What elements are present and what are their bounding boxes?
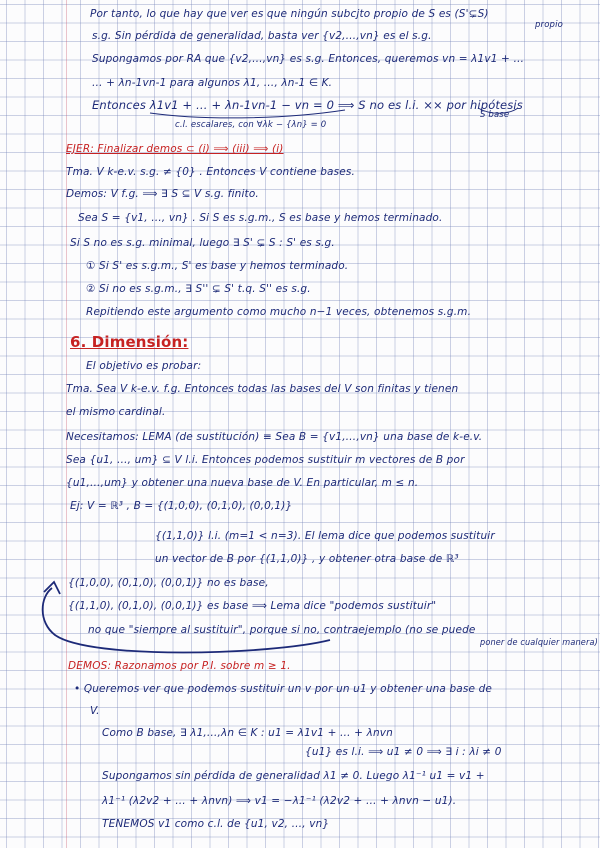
text-line-33: λ1⁻¹ (λ2v2 + … + λnvn) ⟹ v1 = −λ1⁻¹ (λ2v2 + … + λnvn − u1). bbox=[102, 795, 457, 807]
text-line-04: … + λn-1vn-1 para algunos λ1, …, λn-1 ∈ K. bbox=[92, 77, 333, 89]
text-line-10: Sea S = {v1, …, vn} . Si S es s.g.m., S es base y hemos terminado. bbox=[78, 212, 443, 224]
text-line-31: {u1} es l.i. ⟹ u1 ≠ 0 ⟹ ∃ i : λi ≠ 0 bbox=[305, 746, 502, 758]
theorem-dimension: Tma. Sea V k-e.v. f.g. Entonces todas las bases del V son finitas y tienen bbox=[66, 383, 459, 395]
text-line-15: El objetivo es probar: bbox=[86, 360, 202, 372]
text-line-22: {(1,1,0)} l.i. (m=1 < n=3). El lema dice que podemos sustituir bbox=[155, 530, 495, 542]
text-line-26: no que "siempre al sustituir", porque si no, contraejemplo (no se puede bbox=[88, 624, 476, 636]
text-line-28: • Queremos ver que podemos sustituir un v por un u1 y obtener una base de bbox=[74, 683, 493, 695]
text-line-01: Por tanto, lo que hay que ver es que ningún subcjto propio de S es (S'⊊S) bbox=[90, 8, 489, 20]
note-escalares: c.l. escalares, con ∀λk − {λn} = 0 bbox=[175, 120, 327, 130]
theorem-bases: Tma. V k-e.v. s.g. ≠ {0} . Entonces V contiene bases. bbox=[66, 166, 355, 178]
text-line-03: Supongamos por RA que {v2,…,vn} es s.g. Entonces, queremos vn = λ1v1 + … bbox=[92, 53, 525, 65]
note-s-base: S base bbox=[480, 110, 510, 120]
note-propio: propio bbox=[535, 20, 563, 30]
text-line-02: s.g. Sin pérdida de generalidad, basta ver {v2,…,vn} es el s.g. bbox=[92, 30, 432, 42]
section-title: 6. Dimensión: bbox=[70, 333, 189, 351]
exercise-line: EJER: Finalizar demos ⊂ (i) ⟹ (iii) ⟹ (i) bbox=[66, 143, 284, 155]
text-line-30: Como B base, ∃ λ1,…,λn ∈ K : u1 = λ1v1 + … + λnvn bbox=[102, 727, 393, 739]
example-line: Ej: V = ℝ³ , B = {(1,0,0), (0,1,0), (0,0,1)} bbox=[70, 500, 293, 512]
lemma-line: Necesitamos: LEMA (de sustitución) ≡ Sea B = {v1,…,vn} una base de k-e.v. bbox=[66, 431, 483, 443]
text-line-12: ① Si S' es s.g.m., S' es base y hemos terminado. bbox=[86, 260, 349, 272]
proof-line: DEMOS: Razonamos por P.I. sobre m ≥ 1. bbox=[68, 660, 291, 672]
note-cualquier-manera: poner de cualquier manera) bbox=[480, 638, 598, 648]
text-line-19: Sea {u1, …, um} ⊆ V l.i. Entonces podemos sustituir m vectores de B por bbox=[66, 454, 465, 466]
text-line-29: V. bbox=[90, 705, 100, 717]
demo-line: Demos: V f.g. ⟹ ∃ S ⊆ V s.g. finito. bbox=[66, 188, 259, 200]
text-line-05: Entonces λ1v1 + … + λn-1vn-1 − vn = 0 ⟹ S no es l.i. ⨯⨯ por hipótesis bbox=[92, 98, 523, 112]
text-line-32: Supongamos sin pérdida de generalidad λ1 ≠ 0. Luego λ1⁻¹ u1 = v1 + bbox=[102, 770, 485, 782]
text-line-24: {(1,0,0), (0,1,0), (0,0,1)} no es base, bbox=[68, 577, 269, 589]
text-line-20: {u1,…,um} y obtener una nueva base de V. En particular, m ≤ n. bbox=[66, 477, 419, 489]
text-line-13: ② Si no es s.g.m., ∃ S'' ⊊ S' t.q. S'' es s.g. bbox=[86, 283, 311, 295]
text-line-14: Repitiendo este argumento como mucho n−1 veces, obtenemos s.g.m. bbox=[86, 306, 472, 318]
text-line-25: {(1,1,0), (0,1,0), (0,0,1)} es base ⟹ Lema dice "podemos sustituir" bbox=[68, 600, 437, 612]
text-line-34: TENEMOS v1 como c.l. de {u1, v2, …, vn} bbox=[102, 818, 330, 830]
text-line-17: el mismo cardinal. bbox=[66, 406, 166, 418]
text-line-23: un vector de B por {(1,1,0)} , y obtener otra base de ℝ³ bbox=[155, 553, 459, 565]
text-line-11: Si S no es s.g. minimal, luego ∃ S' ⊊ S : S' es s.g. bbox=[70, 237, 335, 249]
